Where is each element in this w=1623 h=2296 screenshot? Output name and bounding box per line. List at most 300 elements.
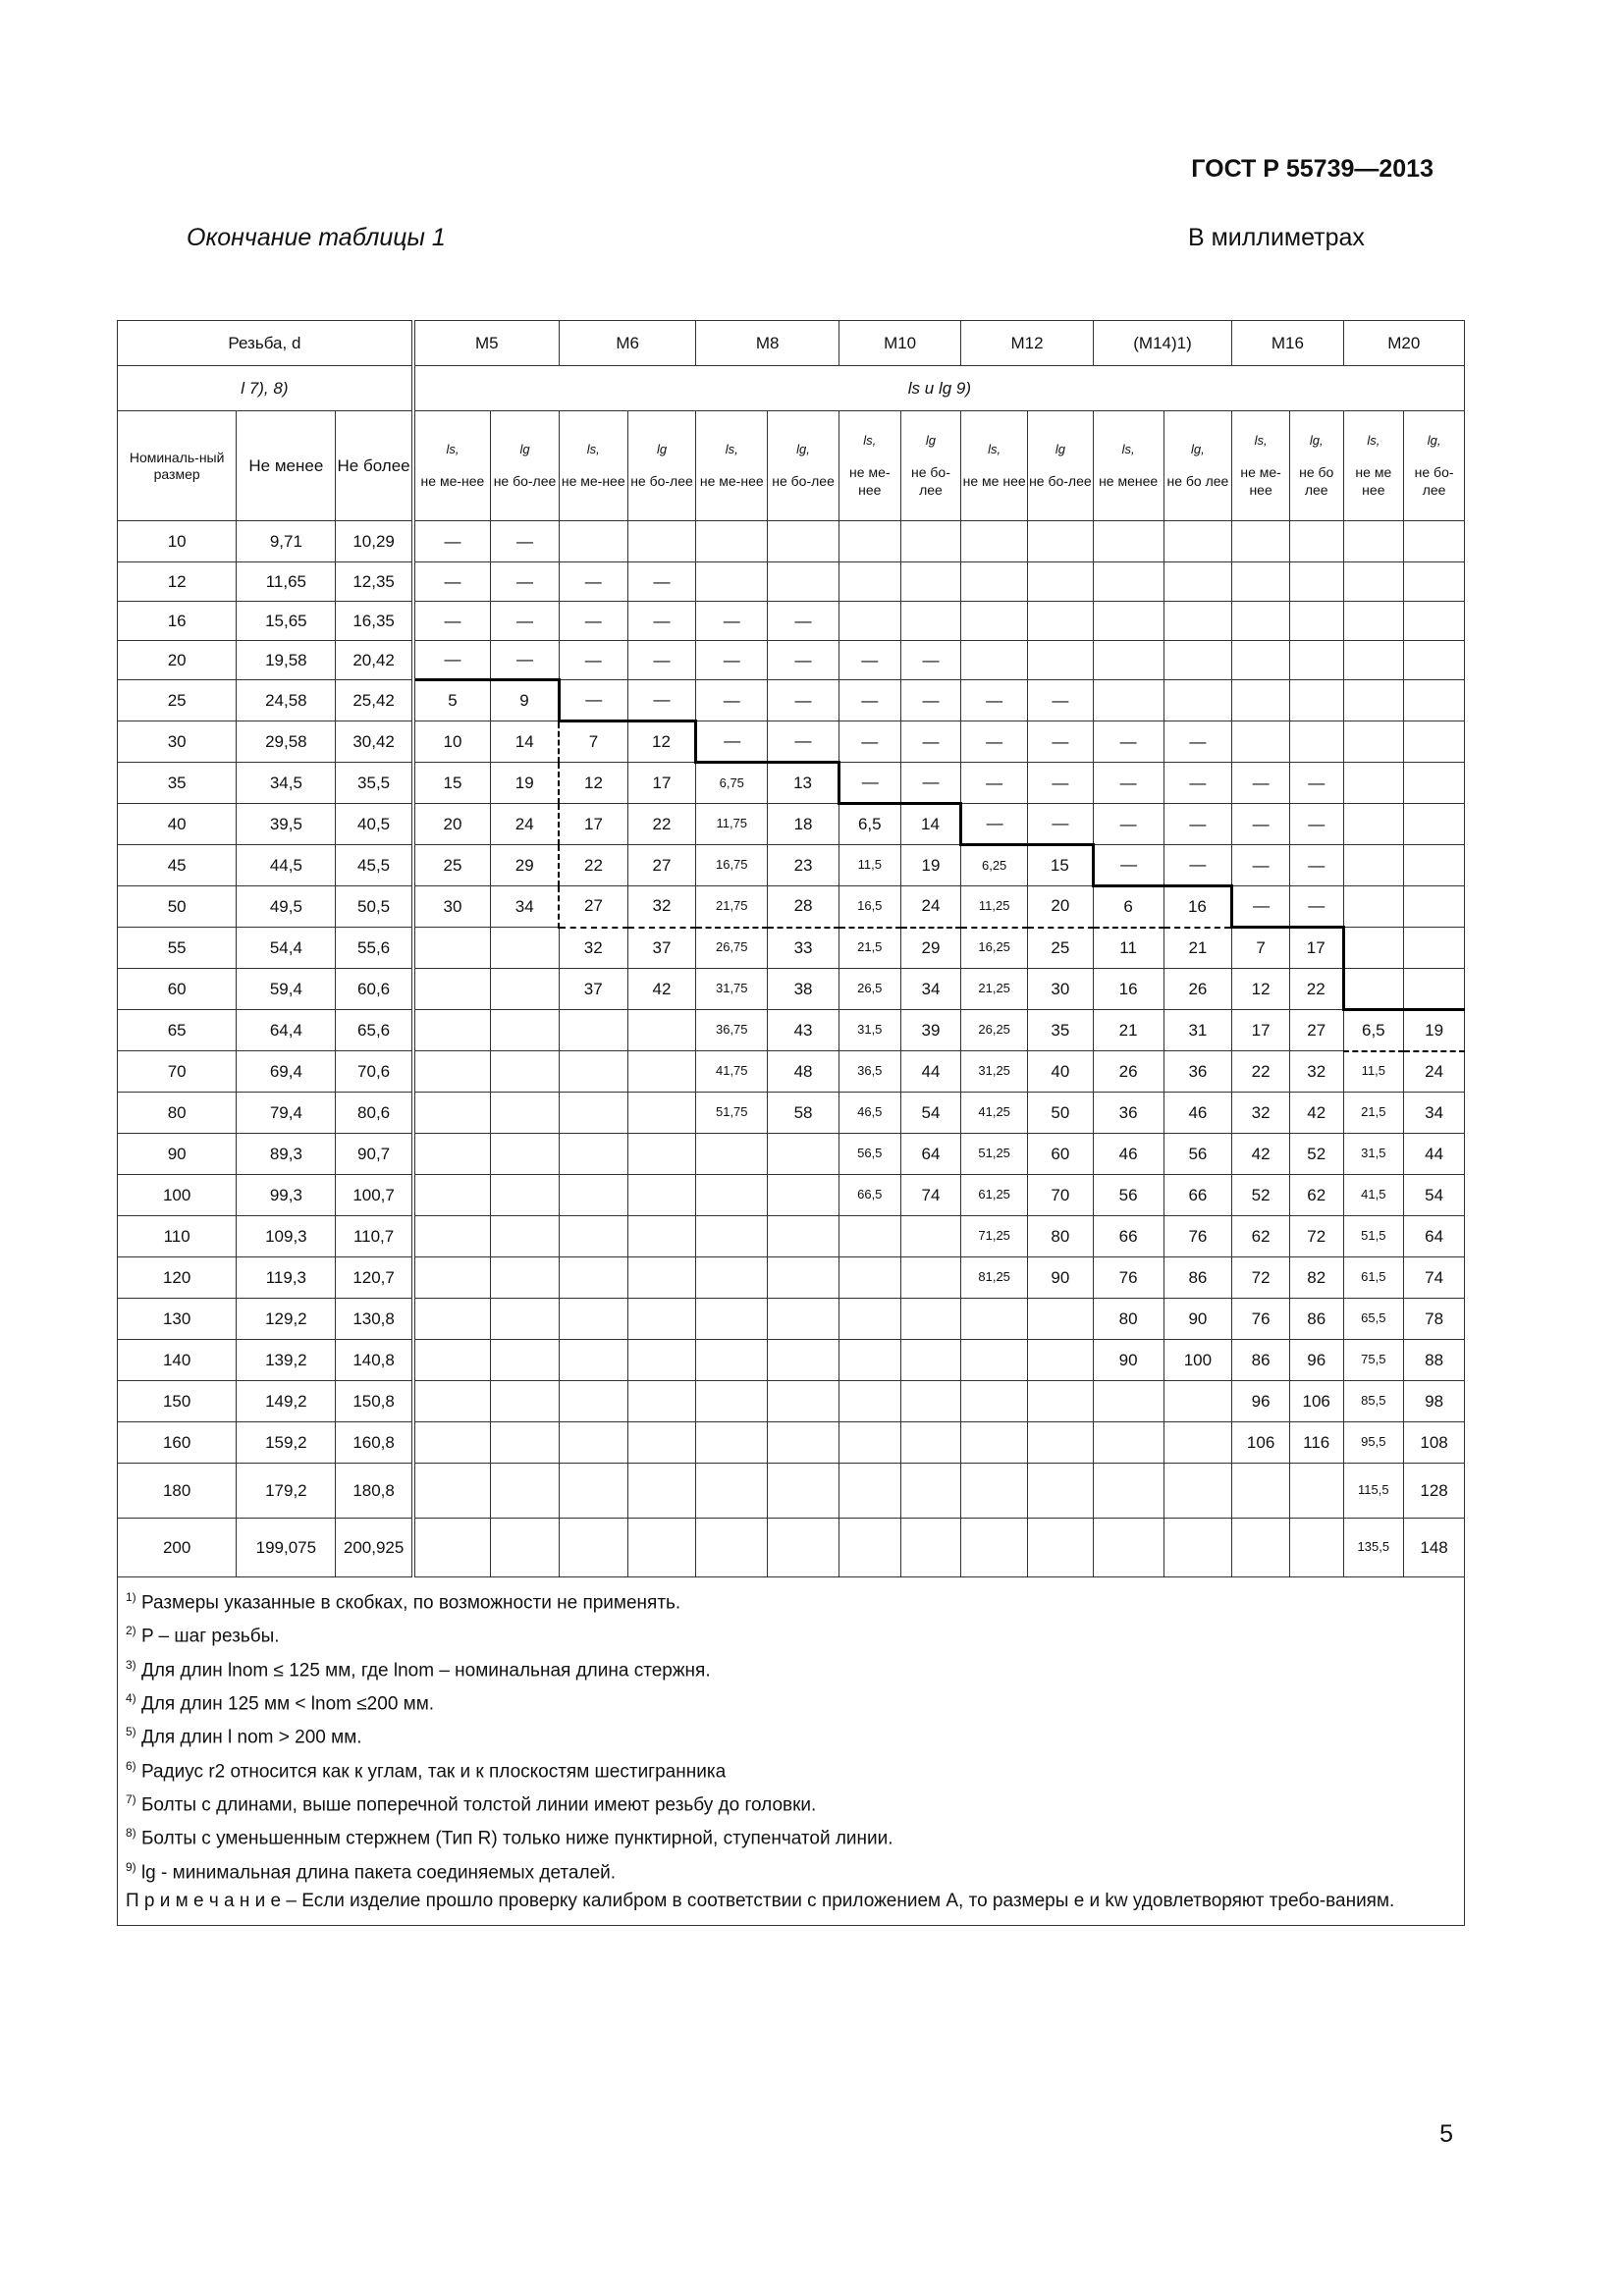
- value-cell: 62: [1232, 1216, 1290, 1257]
- value-cell: [1163, 1381, 1232, 1422]
- value-cell: [1343, 521, 1404, 562]
- value-cell: —: [491, 602, 560, 641]
- value-cell: 76: [1232, 1299, 1290, 1340]
- value-cell: [1163, 641, 1232, 680]
- value-cell: —: [839, 763, 900, 804]
- value-cell: 11,5: [1343, 1051, 1404, 1093]
- value-cell: [768, 1299, 839, 1340]
- value-cell: 56,5: [839, 1134, 900, 1175]
- value-cell: —: [1289, 763, 1343, 804]
- value-cell: 27: [627, 845, 696, 886]
- footnote-line: [126, 1887, 1456, 1915]
- table-row: [118, 969, 1465, 1010]
- value-cell: [1343, 641, 1404, 680]
- thread-header-cell: M10: [839, 321, 960, 366]
- value-cell: 20: [413, 804, 491, 845]
- value-cell: [696, 1519, 768, 1577]
- value-cell: 34: [900, 969, 961, 1010]
- value-cell: [900, 1340, 961, 1381]
- value-cell: [559, 1422, 627, 1464]
- value-cell: 54: [1404, 1175, 1465, 1216]
- value-cell: —: [1289, 804, 1343, 845]
- value-cell: 70: [1028, 1175, 1094, 1216]
- value-cell: 44: [900, 1051, 961, 1093]
- min-length-cell: 11,65: [237, 562, 336, 602]
- value-cell: 26,75: [696, 928, 768, 969]
- value-cell: [1232, 721, 1290, 763]
- nominal-size-cell: 55: [118, 928, 237, 969]
- subheader-symbol: lg: [1055, 441, 1065, 456]
- value-cell: 52: [1289, 1134, 1343, 1175]
- value-cell: 75,5: [1343, 1340, 1404, 1381]
- footnote-line: [126, 1718, 1456, 1751]
- value-cell: [559, 1340, 627, 1381]
- value-cell: 37: [627, 928, 696, 969]
- value-cell: [413, 1051, 491, 1093]
- table-row: [118, 1299, 1465, 1340]
- max-length-cell: 120,7: [336, 1257, 413, 1299]
- value-cell: [1289, 680, 1343, 721]
- value-cell: —: [1163, 804, 1232, 845]
- value-cell: 42: [1289, 1093, 1343, 1134]
- max-length-cell: 160,8: [336, 1422, 413, 1464]
- value-cell: —: [900, 680, 961, 721]
- value-cell: [696, 1134, 768, 1175]
- value-cell: 25: [1028, 928, 1094, 969]
- value-cell: 115,5: [1343, 1464, 1404, 1519]
- value-cell: [559, 1175, 627, 1216]
- value-cell: [1404, 928, 1465, 969]
- value-cell: [1028, 1299, 1094, 1340]
- min-length-cell: 19,58: [237, 641, 336, 680]
- subheader-cell: [1028, 411, 1094, 521]
- footnote-number: 9): [126, 1859, 136, 1874]
- value-cell: [768, 521, 839, 562]
- table-row: [118, 1216, 1465, 1257]
- value-cell: [696, 1422, 768, 1464]
- value-cell: 6,75: [696, 763, 768, 804]
- value-cell: —: [491, 641, 560, 680]
- value-cell: 6,5: [839, 804, 900, 845]
- value-cell: [961, 1519, 1028, 1577]
- value-cell: —: [961, 804, 1028, 845]
- subheader-text: не ме нее: [1355, 463, 1392, 498]
- footnote-text: Для длин l nom > 200 мм.: [140, 1727, 362, 1748]
- table-row: [118, 1381, 1465, 1422]
- value-cell: [768, 1216, 839, 1257]
- max-length-cell: 90,7: [336, 1134, 413, 1175]
- value-cell: 31: [1163, 1010, 1232, 1051]
- value-cell: 20: [1028, 886, 1094, 928]
- footnote-text: P – шаг резьбы.: [140, 1626, 280, 1647]
- value-cell: [559, 1093, 627, 1134]
- subheader-text: не бо лее: [1166, 472, 1229, 489]
- value-cell: 19: [900, 845, 961, 886]
- min-length-cell: 34,5: [237, 763, 336, 804]
- value-cell: 26: [1163, 969, 1232, 1010]
- value-cell: 128: [1404, 1464, 1465, 1519]
- value-cell: [1028, 1340, 1094, 1381]
- value-cell: —: [559, 641, 627, 680]
- value-cell: 31,5: [839, 1010, 900, 1051]
- value-cell: —: [413, 521, 491, 562]
- subheader-cell: [1093, 411, 1163, 521]
- value-cell: 36: [1163, 1051, 1232, 1093]
- header-row-threads: [118, 321, 1465, 366]
- value-cell: [559, 1519, 627, 1577]
- value-cell: 17: [559, 804, 627, 845]
- value-cell: 18: [768, 804, 839, 845]
- max-length-cell: 140,8: [336, 1340, 413, 1381]
- max-length-cell: 65,6: [336, 1010, 413, 1051]
- value-cell: [900, 521, 961, 562]
- value-cell: [1232, 521, 1290, 562]
- nominal-size-cell: 180: [118, 1464, 237, 1519]
- nominal-size-cell: 25: [118, 680, 237, 721]
- footnote-line: [126, 1853, 1456, 1887]
- value-cell: 12: [1232, 969, 1290, 1010]
- table-row: [118, 721, 1465, 763]
- min-length-cell: 64,4: [237, 1010, 336, 1051]
- subheader-symbol: ls,: [446, 441, 460, 456]
- min-length-cell: 44,5: [237, 845, 336, 886]
- value-cell: [1093, 562, 1163, 602]
- value-cell: [627, 1010, 696, 1051]
- value-cell: 82: [1289, 1257, 1343, 1299]
- value-cell: 41,75: [696, 1051, 768, 1093]
- subheader-cell: [1404, 411, 1465, 521]
- value-cell: 61,5: [1343, 1257, 1404, 1299]
- value-cell: [768, 1381, 839, 1422]
- value-cell: [696, 1340, 768, 1381]
- table-row: [118, 1422, 1465, 1464]
- subheader-text: не бо лее: [1299, 463, 1334, 498]
- value-cell: [491, 1381, 560, 1422]
- value-cell: 38: [768, 969, 839, 1010]
- value-cell: [768, 1422, 839, 1464]
- value-cell: [839, 1216, 900, 1257]
- min-length-cell: 49,5: [237, 886, 336, 928]
- value-cell: [1232, 562, 1290, 602]
- value-cell: [768, 1134, 839, 1175]
- value-cell: [1163, 1464, 1232, 1519]
- value-cell: —: [1093, 845, 1163, 886]
- subheader-symbol: ls,: [1367, 432, 1380, 448]
- value-cell: [768, 1519, 839, 1577]
- value-cell: 61,25: [961, 1175, 1028, 1216]
- value-cell: —: [1163, 721, 1232, 763]
- subheader-symbol: ls,: [1121, 441, 1135, 456]
- value-cell: 72: [1289, 1216, 1343, 1257]
- value-cell: —: [413, 562, 491, 602]
- value-cell: 71,25: [961, 1216, 1028, 1257]
- value-cell: [900, 1464, 961, 1519]
- max-header: Не более: [336, 411, 413, 521]
- max-length-cell: 110,7: [336, 1216, 413, 1257]
- nominal-size-cell: 140: [118, 1340, 237, 1381]
- value-cell: [1028, 562, 1094, 602]
- subheader-text: не ме-нее: [420, 472, 485, 489]
- value-cell: [491, 1422, 560, 1464]
- footnote-text: Для длин lnom ≤ 125 мм, где lnom – номинальная длина стержня.: [140, 1659, 711, 1681]
- value-cell: [1343, 680, 1404, 721]
- nominal-size-cell: 40: [118, 804, 237, 845]
- value-cell: [491, 1257, 560, 1299]
- value-cell: —: [1163, 845, 1232, 886]
- value-cell: 21,75: [696, 886, 768, 928]
- value-cell: [491, 1340, 560, 1381]
- value-cell: 51,5: [1343, 1216, 1404, 1257]
- value-cell: 32: [627, 886, 696, 928]
- value-cell: —: [1028, 763, 1094, 804]
- subheader-symbol: lg,: [1309, 432, 1324, 448]
- min-length-cell: 39,5: [237, 804, 336, 845]
- value-cell: [413, 1093, 491, 1134]
- value-cell: [1289, 602, 1343, 641]
- value-cell: [559, 1010, 627, 1051]
- value-cell: [413, 1216, 491, 1257]
- value-cell: [627, 1175, 696, 1216]
- subheader-cell: [627, 411, 696, 521]
- value-cell: [627, 1299, 696, 1340]
- value-cell: [413, 1134, 491, 1175]
- nominal-size-cell: 120: [118, 1257, 237, 1299]
- value-cell: [1343, 763, 1404, 804]
- subheader-text: не ме-нее: [561, 472, 625, 489]
- value-cell: [413, 1299, 491, 1340]
- subheader-text: не бо-лее: [1029, 472, 1092, 489]
- value-cell: [559, 1464, 627, 1519]
- value-cell: [1289, 641, 1343, 680]
- value-cell: —: [900, 641, 961, 680]
- value-cell: [1289, 1519, 1343, 1577]
- value-cell: —: [627, 602, 696, 641]
- value-cell: 24: [900, 886, 961, 928]
- footnote-text: Для длин 125 мм < lnom ≤200 мм.: [140, 1693, 435, 1715]
- value-cell: [413, 969, 491, 1010]
- footnote-line: [126, 1617, 1456, 1650]
- min-length-cell: 9,71: [237, 521, 336, 562]
- subheader-cell: [839, 411, 900, 521]
- value-cell: [1163, 1422, 1232, 1464]
- value-cell: 96: [1289, 1340, 1343, 1381]
- value-cell: —: [961, 721, 1028, 763]
- value-cell: [1289, 1464, 1343, 1519]
- footnote-text: Радиус r2 относится как к углам, так и к плоскостям шестигранника: [140, 1760, 727, 1782]
- value-cell: 11,5: [839, 845, 900, 886]
- value-cell: 23: [768, 845, 839, 886]
- value-cell: 12: [627, 721, 696, 763]
- value-cell: [961, 562, 1028, 602]
- footnote-text: Размеры указанные в скобках, по возможности не применять.: [140, 1592, 681, 1614]
- table-row: [118, 521, 1465, 562]
- value-cell: 106: [1289, 1381, 1343, 1422]
- subheader-cell: [696, 411, 768, 521]
- subheader-cell: [768, 411, 839, 521]
- nominal-size-cell: 45: [118, 845, 237, 886]
- value-cell: 48: [768, 1051, 839, 1093]
- value-cell: —: [627, 680, 696, 721]
- value-cell: 22: [627, 804, 696, 845]
- value-cell: 16,25: [961, 928, 1028, 969]
- value-cell: [1343, 804, 1404, 845]
- thread-header-cell: M12: [961, 321, 1093, 366]
- nominal-size-cell: 160: [118, 1422, 237, 1464]
- table-row: [118, 804, 1465, 845]
- min-header: Не менее: [237, 411, 336, 521]
- value-cell: 62: [1289, 1175, 1343, 1216]
- value-cell: 90: [1163, 1299, 1232, 1340]
- value-cell: [1093, 680, 1163, 721]
- value-cell: 86: [1232, 1340, 1290, 1381]
- value-cell: [559, 1134, 627, 1175]
- value-cell: 34: [1404, 1093, 1465, 1134]
- value-cell: 39: [900, 1010, 961, 1051]
- value-cell: 65,5: [1343, 1299, 1404, 1340]
- subheader-cell: [961, 411, 1028, 521]
- value-cell: 15: [413, 763, 491, 804]
- value-cell: 51,75: [696, 1093, 768, 1134]
- value-cell: —: [768, 641, 839, 680]
- value-cell: [768, 1340, 839, 1381]
- nominal-size-cell: 200: [118, 1519, 237, 1577]
- value-cell: [1404, 641, 1465, 680]
- max-length-cell: 60,6: [336, 969, 413, 1010]
- value-cell: —: [1232, 804, 1290, 845]
- value-cell: —: [961, 680, 1028, 721]
- thread-label: Резьба, d: [118, 321, 413, 366]
- subheader-text: не ме нее: [962, 472, 1026, 489]
- value-cell: [961, 521, 1028, 562]
- max-length-cell: 12,35: [336, 562, 413, 602]
- max-length-cell: 130,8: [336, 1299, 413, 1340]
- value-cell: [900, 1422, 961, 1464]
- footnote-number: 6): [126, 1758, 136, 1773]
- subheader-cell: [1163, 411, 1232, 521]
- value-cell: [1028, 1422, 1094, 1464]
- subheader-text: не бо-лее: [630, 472, 693, 489]
- value-cell: 10: [413, 721, 491, 763]
- value-cell: [1093, 521, 1163, 562]
- max-length-cell: 20,42: [336, 641, 413, 680]
- value-cell: [627, 1381, 696, 1422]
- value-cell: [696, 1381, 768, 1422]
- value-cell: 22: [1289, 969, 1343, 1010]
- value-cell: [900, 1519, 961, 1577]
- value-cell: [413, 1464, 491, 1519]
- value-cell: 86: [1163, 1257, 1232, 1299]
- value-cell: 35: [1028, 1010, 1094, 1051]
- value-cell: —: [1028, 721, 1094, 763]
- footnote-number: 3): [126, 1657, 136, 1672]
- value-cell: 116: [1289, 1422, 1343, 1464]
- value-cell: —: [1093, 804, 1163, 845]
- value-cell: 29: [491, 845, 560, 886]
- value-cell: [1163, 521, 1232, 562]
- value-cell: 51,25: [961, 1134, 1028, 1175]
- min-length-cell: 15,65: [237, 602, 336, 641]
- nominal-size-cell: 16: [118, 602, 237, 641]
- value-cell: 14: [491, 721, 560, 763]
- subheader-symbol: lg: [656, 441, 668, 456]
- nominal-size-cell: 12: [118, 562, 237, 602]
- value-cell: [839, 1299, 900, 1340]
- value-cell: 41,25: [961, 1093, 1028, 1134]
- value-cell: —: [1232, 763, 1290, 804]
- value-cell: —: [1289, 886, 1343, 928]
- value-cell: 54: [900, 1093, 961, 1134]
- value-cell: 24: [1404, 1051, 1465, 1093]
- footnote-number: 7): [126, 1791, 136, 1806]
- value-cell: 31,25: [961, 1051, 1028, 1093]
- value-cell: 33: [768, 928, 839, 969]
- value-cell: 17: [627, 763, 696, 804]
- value-cell: 21,5: [839, 928, 900, 969]
- value-cell: —: [696, 680, 768, 721]
- footnote-line: [126, 1819, 1456, 1852]
- table-row: [118, 1134, 1465, 1175]
- max-length-cell: 55,6: [336, 928, 413, 969]
- table-row: [118, 1340, 1465, 1381]
- value-cell: [491, 1216, 560, 1257]
- value-cell: —: [900, 763, 961, 804]
- value-cell: 27: [1289, 1010, 1343, 1051]
- nominal-size-cell: 10: [118, 521, 237, 562]
- value-cell: 64: [900, 1134, 961, 1175]
- value-cell: [961, 1299, 1028, 1340]
- value-cell: [1028, 1464, 1094, 1519]
- value-cell: 32: [559, 928, 627, 969]
- value-cell: [413, 1257, 491, 1299]
- footnote-line: [126, 1752, 1456, 1786]
- table-row: [118, 1010, 1465, 1051]
- value-cell: [1028, 1519, 1094, 1577]
- value-cell: 72: [1232, 1257, 1290, 1299]
- nominal-size-cell: 65: [118, 1010, 237, 1051]
- value-cell: [1289, 521, 1343, 562]
- value-cell: 85,5: [1343, 1381, 1404, 1422]
- value-cell: 41,5: [1343, 1175, 1404, 1216]
- value-cell: [1404, 521, 1465, 562]
- value-cell: 26: [1093, 1051, 1163, 1093]
- max-length-cell: 200,925: [336, 1519, 413, 1577]
- value-cell: 88: [1404, 1340, 1465, 1381]
- table-row: [118, 845, 1465, 886]
- value-cell: [1028, 641, 1094, 680]
- value-cell: 46,5: [839, 1093, 900, 1134]
- value-cell: [1343, 721, 1404, 763]
- max-length-cell: 50,5: [336, 886, 413, 928]
- value-cell: —: [1093, 763, 1163, 804]
- value-cell: [1404, 680, 1465, 721]
- nominal-size-cell: 70: [118, 1051, 237, 1093]
- value-cell: [559, 1257, 627, 1299]
- min-length-cell: 149,2: [237, 1381, 336, 1422]
- value-cell: —: [768, 721, 839, 763]
- value-cell: [1404, 886, 1465, 928]
- value-cell: [696, 1216, 768, 1257]
- header-row-subheaders: [118, 411, 1465, 521]
- value-cell: 22: [559, 845, 627, 886]
- value-cell: 98: [1404, 1381, 1465, 1422]
- min-length-cell: 69,4: [237, 1051, 336, 1093]
- value-cell: [839, 562, 900, 602]
- value-cell: [627, 1257, 696, 1299]
- table-row: [118, 1519, 1465, 1577]
- value-cell: —: [696, 641, 768, 680]
- max-length-cell: 180,8: [336, 1464, 413, 1519]
- value-cell: [696, 1464, 768, 1519]
